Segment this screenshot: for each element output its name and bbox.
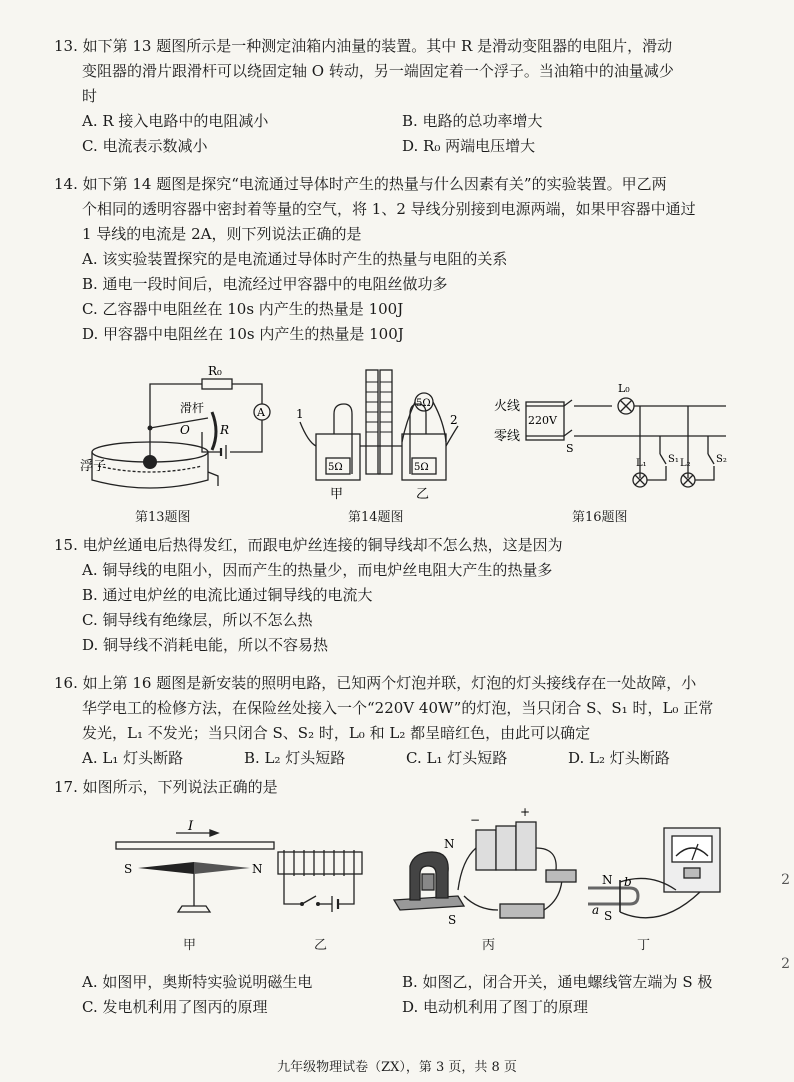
question-17 [54,775,754,800]
question-17-options [54,970,754,1020]
q15-option-b: B. 通过电炉丝的电流比通过铜导线的电流大 [82,586,373,604]
q16-line-3: 发光，L₁ 不发光；当只闭合 S、S₂ 时，L₀ 和 L₂ 都呈暗红色，由此可以确定 [82,724,591,742]
q13-option-a: A. R 接入电路中的电阻减小 [82,112,269,130]
q14-option-a: A. 该实验装置探究的是电流通过导体时产生的热量与电阻的关系 [82,250,508,268]
figure-17-bing-motor [388,800,588,935]
fig14-wire1-label: 1 [296,407,304,421]
fig16-l0-label: L₀ [618,382,630,395]
fig17ding-n-label: N [602,873,613,887]
margin-mark-2: 2 [781,956,790,972]
fig17-yi-caption: 乙 [314,938,328,953]
fig13-r0-label: R₀ [208,364,222,378]
q16-line-1: 16. 如上第 16 题图是新安装的照明电路，已知两个灯泡并联，灯泡的灯头接线存在一处故障，小 [54,674,697,692]
q13-options-row-2 [54,134,754,159]
fig16-s2-label: S₂ [716,454,727,465]
question-16 [54,671,754,771]
q17-option-a: A. 如图甲，奥斯特实验说明磁生电 [82,973,313,991]
fig13-ammeter-label: A [257,406,265,419]
q15-option-a: A. 铜导线的电阻小，因而产生的热量少，而电炉丝电阻大产生的热量多 [82,561,553,579]
figure-14-heat-experiment [294,362,464,510]
figure-17-jia-oersted [110,820,280,930]
figure-17-ding-generator [580,820,730,935]
q15-line-1: 15. 电炉丝通电后热得发红，而跟电炉丝连接的铜导线却不怎么热，这是因为 [54,536,563,554]
fig13-o-label: O [180,423,190,437]
q16-option-d: D. L₂ 灯头断路 [568,749,670,767]
q17-line-1: 17. 如图所示，下列说法正确的是 [54,778,278,796]
fig13-caption: 第13题图 [135,510,191,525]
q17-option-b: B. 如图乙，闭合开关，通电螺线管左端为 S 极 [402,973,713,991]
q14-line-3: 1 导线的电流是 2A，则下列说法正确的是 [82,225,362,243]
q16-option-b: B. L₂ 灯头短路 [244,749,346,767]
q16-option-c: C. L₁ 灯头短路 [406,749,508,767]
fig17jia-current-label: I [188,820,194,834]
q13-options-row-1 [54,109,754,134]
q14-option-d: D. 甲容器中电阻丝在 10s 内产生的热量是 100J [82,325,404,343]
fig17ding-b-label: b [624,875,632,889]
fig17jia-n-label: N [252,862,263,876]
q16-line-2: 华学电工的检修方法，在保险丝处接入一个“220V 40W”的灯泡，当只闭合 S、S₁ 时，L₀ 正常 [82,699,714,717]
q15-option-d: D. 铜导线不消耗电能，所以不容易热 [82,636,329,654]
q13-option-c: C. 电流表示数减小 [82,137,208,155]
fig17bing-n-label: N [444,837,455,851]
fig13-slide-label: 滑杆 [180,401,205,415]
q17-options-row-2 [54,995,754,1020]
fig17ding-s-label: S [604,909,613,923]
fig16-live-label: 火线 [494,399,521,414]
q14-line-2: 个相同的透明容器中密封着等量的空气，将 1、2 导线分别接到电源两端，如果甲容器中通过 [82,200,696,218]
fig14-left-resistor-label: 5Ω [328,462,343,473]
q16-options-row [54,746,754,771]
fig16-neutral-label: 零线 [494,429,521,444]
fig16-l1-label: L₁ [636,458,647,469]
q14-option-c: C. 乙容器中电阻丝在 10s 内产生的热量是 100J [82,300,404,318]
q13-line-2: 变阻器的滑片跟滑杆可以绕固定轴 O 转动，另一端固定着一个浮子。当油箱中的油量减少 [82,62,674,80]
fig16-voltage-label: 220V [528,414,557,427]
figure-13-oil-gauge [80,362,290,510]
fig14-top-resistor-label: 5Ω [416,398,431,409]
question-14 [54,172,754,347]
fig13-float-label: 浮子 [80,459,107,474]
q13-line-3: 时 [82,87,98,105]
q15-option-c: C. 铜导线有绝缘层，所以不怎么热 [82,611,313,629]
figure-16-lighting-circuit [490,362,730,510]
figure-17-yi-solenoid [272,840,368,920]
q17-options-row-1 [54,970,754,995]
fig17bing-s-label: S [448,913,457,927]
fig16-caption: 第16题图 [572,510,628,525]
fig14-right-resistor-label: 5Ω [414,462,429,473]
question-13 [54,34,754,159]
fig14-yi-label: 乙 [416,487,430,502]
fig13-r-label: R [220,423,230,437]
fig14-jia-label: 甲 [330,487,344,502]
q16-option-a: A. L₁ 灯头断路 [82,749,184,767]
fig16-l2-label: L₂ [680,458,691,469]
fig16-s-label: S [566,442,574,455]
q17-option-d: D. 电动机利用了图丁的原理 [402,998,589,1016]
fig17-ding-caption: 丁 [637,938,651,953]
fig14-caption: 第14题图 [348,510,404,525]
fig17ding-a-label: a [592,903,600,917]
q14-line-1: 14. 如下第 14 题图是探究“电流通过导体时产生的热量与什么因素有关”的实验装置。甲乙两 [54,175,667,193]
fig17-bing-caption: 丙 [482,938,496,953]
question-15 [54,533,754,658]
q14-option-b: B. 通电一段时间后，电流经过甲容器中的电阻丝做功多 [82,275,448,293]
q13-line-1: 13. 如下第 13 题图所示是一种测定油箱内油量的装置。其中 R 是滑动变阻器的电阻片，滑动 [54,37,673,55]
page-footer: 九年级物理试卷（ZX），第 3 页，共 8 页 [277,1060,517,1075]
fig14-wire2-label: 2 [450,413,458,427]
fig17-jia-caption: 甲 [183,938,197,953]
fig17jia-s-label: S [124,862,133,876]
margin-mark-1: 2 [781,872,790,888]
q17-option-c: C. 发电机利用了图丙的原理 [82,998,268,1016]
q13-option-d: D. R₀ 两端电压增大 [402,137,536,155]
fig17bing-plus-label: + [520,805,531,819]
fig16-s1-label: S₁ [668,454,679,465]
q13-option-b: B. 电路的总功率增大 [402,112,543,130]
fig17bing-minus-label: − [470,813,481,827]
